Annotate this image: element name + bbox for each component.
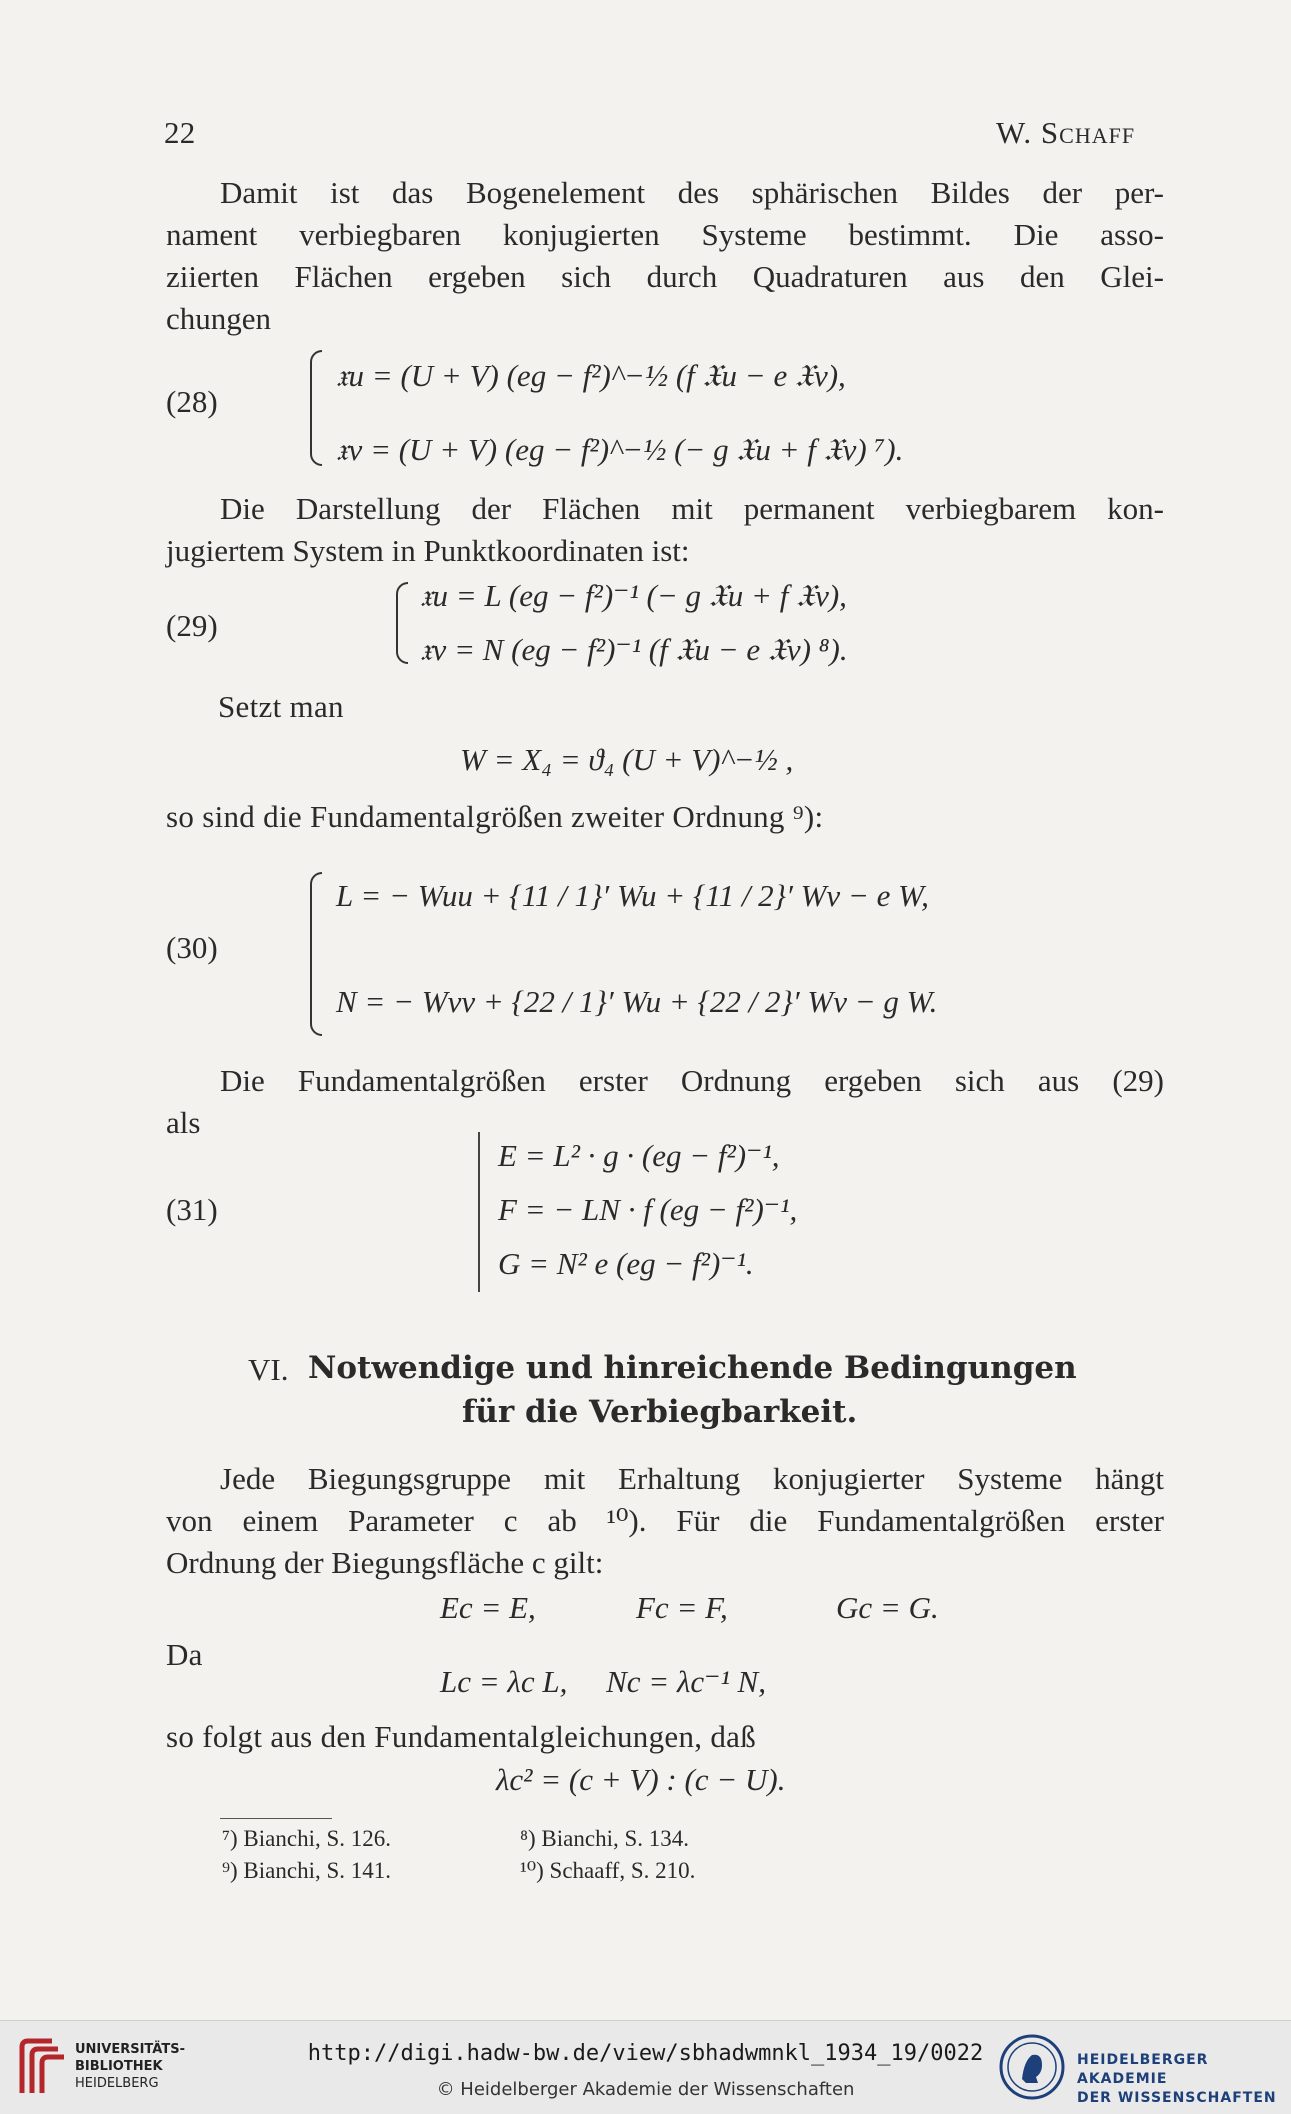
text-line: Die Fundamentalgrößen erster Ordnung ergeben sich aus (29)	[220, 1063, 1164, 1098]
text-line: Damit ist das Bogenelement des sphärischen Bildes der per-	[220, 175, 1164, 210]
equation-31-line-3: G = N² e (eg − f²)⁻¹.	[498, 1246, 754, 1281]
equation-30-line-2: N = − Wvv + {22 / 1}′ Wu + {22 / 2}′ Wv − g W.	[336, 984, 938, 1019]
paragraph-2	[166, 488, 1164, 572]
text-line: jugiertem System in Punktkoordinaten ist:	[166, 533, 690, 568]
equation-Fc: Fc = F,	[636, 1590, 728, 1625]
text-line: Ordnung der Biegungsfläche c gilt:	[166, 1545, 604, 1580]
paragraph-6: so folgt aus den Fundamentalgleichungen, daß	[166, 1719, 757, 1754]
text-line: als	[166, 1105, 201, 1140]
equation-31-line-2: F = − LN · f (eg − f²)⁻¹,	[498, 1192, 798, 1227]
equation-28-label: (28)	[166, 384, 218, 419]
text-line: chungen	[166, 301, 272, 336]
equation-29-label: (29)	[166, 608, 218, 643]
text-line: Jede Biegungsgruppe mit Erhaltung konjugierter Systeme hängt	[220, 1461, 1164, 1496]
text-line: ziierten Flächen ergeben sich durch Quadraturen aus den Glei-	[166, 259, 1164, 294]
equation-30-label: (30)	[166, 930, 218, 965]
logo-text-line: UNIVERSITÄTS-	[75, 2042, 185, 2057]
paragraph-4	[166, 1060, 1164, 1144]
footnote-divider	[220, 1818, 332, 1819]
section-title-line-1: Notwendige und hinreichende Bedingungen	[308, 1350, 1077, 1386]
equation-31-line-1: E = L² · g · (eg − f²)⁻¹,	[498, 1138, 780, 1173]
paragraph-1	[166, 172, 1164, 340]
paragraph-5	[166, 1458, 1164, 1584]
logo-text-line: BIBLIOTHEK	[75, 2059, 163, 2074]
text-setzt-man: Setzt man	[218, 689, 344, 724]
running-title: W. Schaff	[996, 115, 1136, 150]
logo-text-line: HEIDELBERGER AKADEMIE	[1077, 2052, 1209, 2087]
page-number: 22	[164, 115, 196, 150]
equation-30-line-1: L = − Wuu + {11 / 1}′ Wu + {11 / 2}′ Wv − e W,	[336, 878, 929, 913]
academy-seal-icon	[998, 2033, 1066, 2106]
equation-29-line-1: 𝔵u = L (eg − f²)⁻¹ (− g 𝔛u + f 𝔛v),	[420, 578, 847, 613]
equation-brace	[396, 582, 408, 664]
logo-text-line: HEIDELBERG	[75, 2076, 159, 2091]
equation-Lc-Nc: Lc = λc L, Nc = λc⁻¹ N,	[440, 1664, 766, 1699]
footnote-8: ⁸) Bianchi, S. 134.	[520, 1826, 690, 1851]
equation-brace	[310, 872, 322, 1036]
equation-28-line-2: 𝔵v = (U + V) (eg − f²)^−½ (− g 𝔛u + f 𝔛v) ⁷).	[336, 432, 904, 467]
equation-Ec: Ec = E,	[440, 1590, 536, 1625]
equation-rule	[478, 1132, 480, 1292]
footnote-10: ¹⁰) Schaaff, S. 210.	[520, 1858, 696, 1883]
viewer-footer	[0, 2020, 1291, 2114]
copyright-notice: © Heidelberger Akademie der Wissenschaften	[436, 2079, 855, 2100]
equation-brace	[310, 350, 322, 466]
text-line: Die Darstellung der Flächen mit permanent verbiegbarem kon-	[220, 491, 1164, 526]
logo-text-line: DER WISSENSCHAFTEN	[1077, 2090, 1277, 2106]
equation-Gc: Gc = G.	[836, 1590, 939, 1625]
section-title-line-2: für die Verbiegbarkeit.	[462, 1394, 858, 1430]
footnote-7: ⁷) Bianchi, S. 126.	[222, 1826, 392, 1851]
text-line: von einem Parameter c ab ¹⁰). Für die Fundamentalgrößen erster	[166, 1503, 1164, 1538]
footnote-9: ⁹) Bianchi, S. 141.	[222, 1858, 392, 1883]
document-url-link[interactable]: http://digi.hadw-bw.de/view/sbhadwmnkl_1934_19/0022	[307, 2041, 984, 2066]
equation-lambda: λc² = (c + V) : (c − U).	[496, 1762, 786, 1797]
paragraph-3: so sind die Fundamentalgrößen zweiter Ordnung ⁹):	[166, 799, 824, 834]
academy-name	[1077, 2051, 1291, 2108]
section-number: VI.	[248, 1352, 289, 1387]
text-da: Da	[166, 1637, 203, 1672]
equation-29-line-2: 𝔵v = N (eg − f²)⁻¹ (f 𝔛u − e 𝔛v) ⁸).	[420, 632, 848, 667]
equation-28-line-1: 𝔵u = (U + V) (eg − f²)^−½ (f 𝔛u − e 𝔛v),	[336, 358, 846, 393]
equation-W: W = X₄ = ϑ₄ (U + V)^−½ ,	[460, 742, 794, 777]
equation-31-label: (31)	[166, 1192, 218, 1227]
text-line: nament verbiegbaren konjugierten Systeme bestimmt. Die asso-	[166, 217, 1164, 252]
